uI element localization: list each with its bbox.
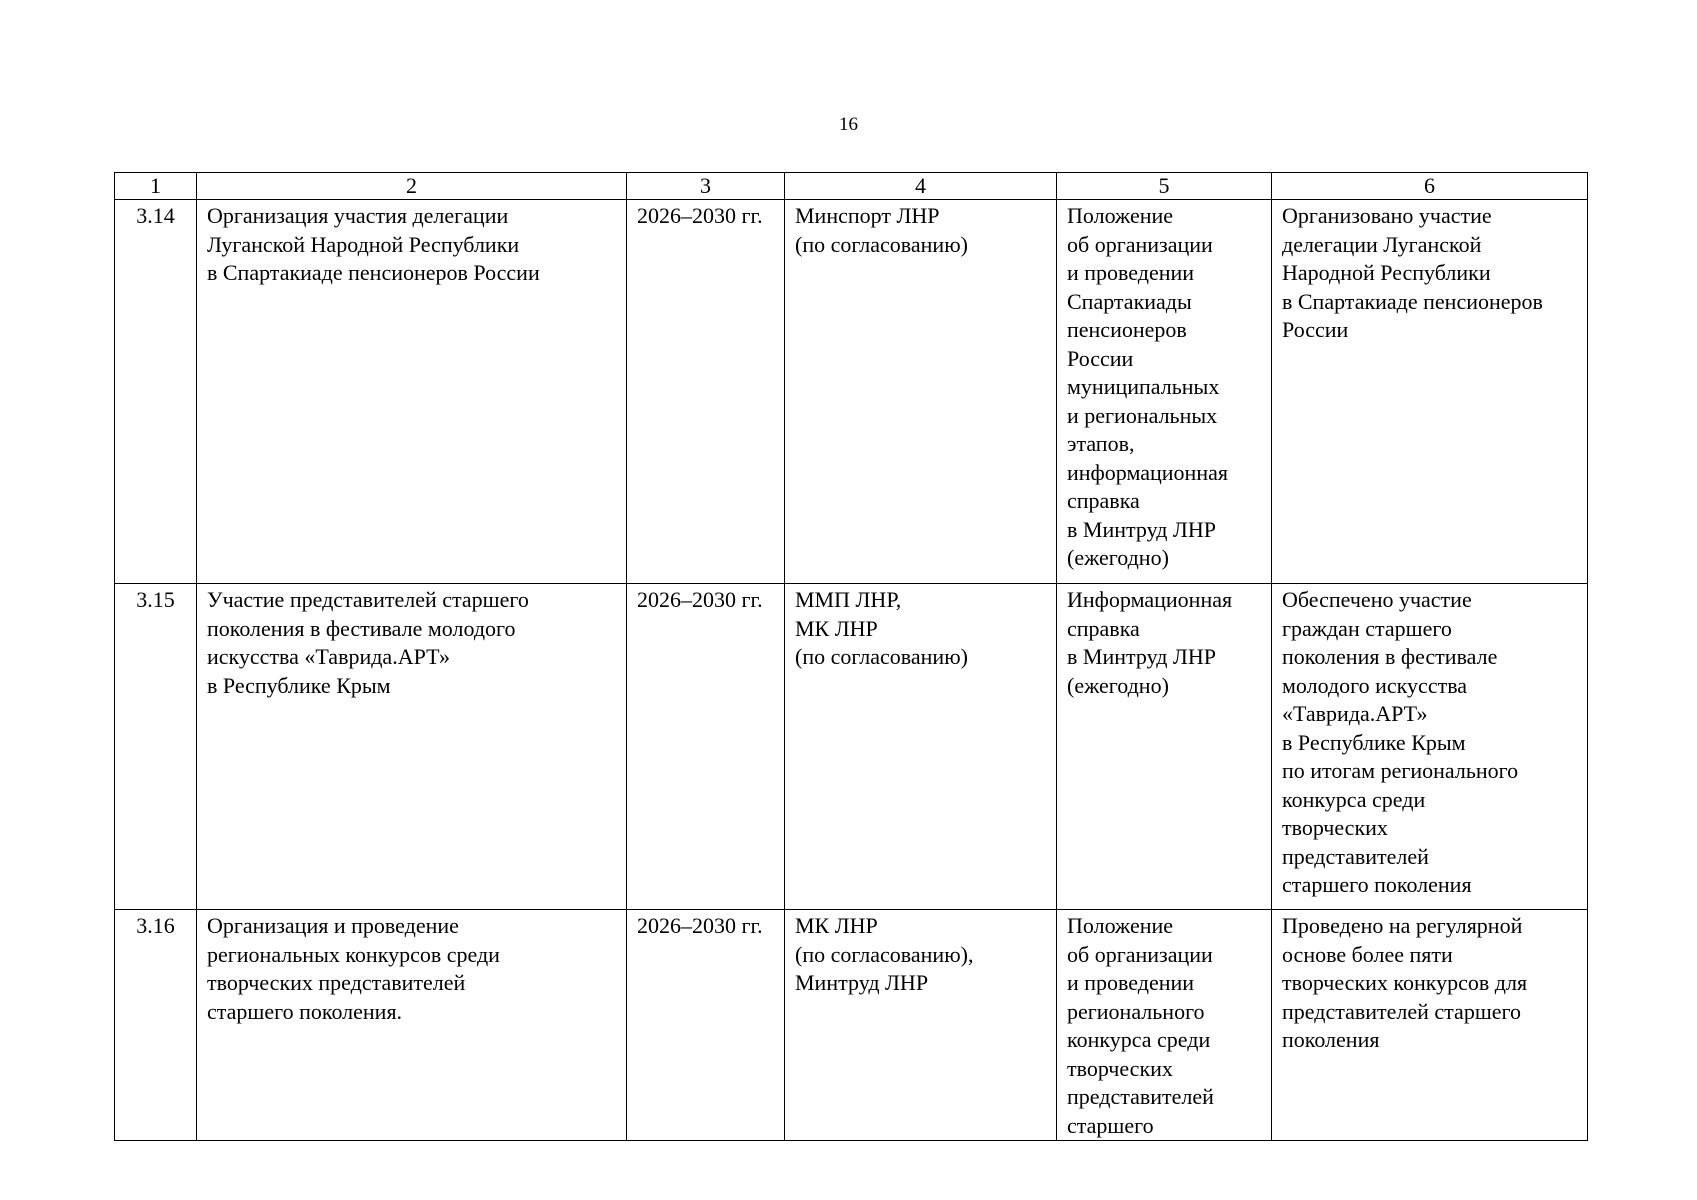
column-header-3: 3 xyxy=(627,173,785,200)
document-cell: Информационная справка в Минтруд ЛНР (ежегодно) xyxy=(1057,584,1272,910)
column-header-5: 5 xyxy=(1057,173,1272,200)
column-header-1: 1 xyxy=(115,173,197,200)
result-cell: Обеспечено участие граждан старшего поколения в фестивале молодого искусства «Таврида.АРТ» в Республике Крым по итогам регионального конкурса среди творческих представителей старшего поколения xyxy=(1272,584,1588,910)
column-header-2: 2 xyxy=(197,173,627,200)
column-header-4: 4 xyxy=(785,173,1057,200)
event-cell: Участие представителей старшего поколения в фестивале молодого искусства «Таврида.АРТ» в Республике Крым xyxy=(197,584,627,910)
page-number: 16 xyxy=(839,114,858,135)
responsible-cell: ММП ЛНР, МК ЛНР (по согласованию) xyxy=(785,584,1057,910)
result-cell: Проведено на регулярной основе более пяти творческих конкурсов для представителей старшего поколения xyxy=(1272,910,1588,1141)
row-number: 3.14 xyxy=(115,200,197,584)
plan-table xyxy=(114,172,1588,1141)
period-cell: 2026–2030 гг. xyxy=(627,910,785,1141)
table-row xyxy=(115,200,1588,584)
responsible-cell: МК ЛНР (по согласованию), Минтруд ЛНР xyxy=(785,910,1057,1141)
column-header-6: 6 xyxy=(1272,173,1588,200)
row-number: 3.16 xyxy=(115,910,197,1141)
result-cell: Организовано участие делегации Луганской Народной Республики в Спартакиаде пенсионеров России xyxy=(1272,200,1588,584)
document-cell: Положение об организации и проведении Спартакиады пенсионеров России муниципальных и региональных этапов, информационная справка в Минтруд ЛНР (ежегодно) xyxy=(1057,200,1272,584)
table-header-row xyxy=(115,173,1588,200)
table-row xyxy=(115,910,1588,1141)
period-cell: 2026–2030 гг. xyxy=(627,200,785,584)
row-number: 3.15 xyxy=(115,584,197,910)
period-cell: 2026–2030 гг. xyxy=(627,584,785,910)
responsible-cell: Минспорт ЛНР (по согласованию) xyxy=(785,200,1057,584)
event-cell: Организация и проведение региональных конкурсов среди творческих представителей старшего поколения. xyxy=(197,910,627,1141)
document-cell: Положение об организации и проведении регионального конкурса среди творческих представителей старшего xyxy=(1057,910,1272,1141)
event-cell: Организация участия делегации Луганской Народной Республики в Спартакиаде пенсионеров России xyxy=(197,200,627,584)
table-row xyxy=(115,584,1588,910)
